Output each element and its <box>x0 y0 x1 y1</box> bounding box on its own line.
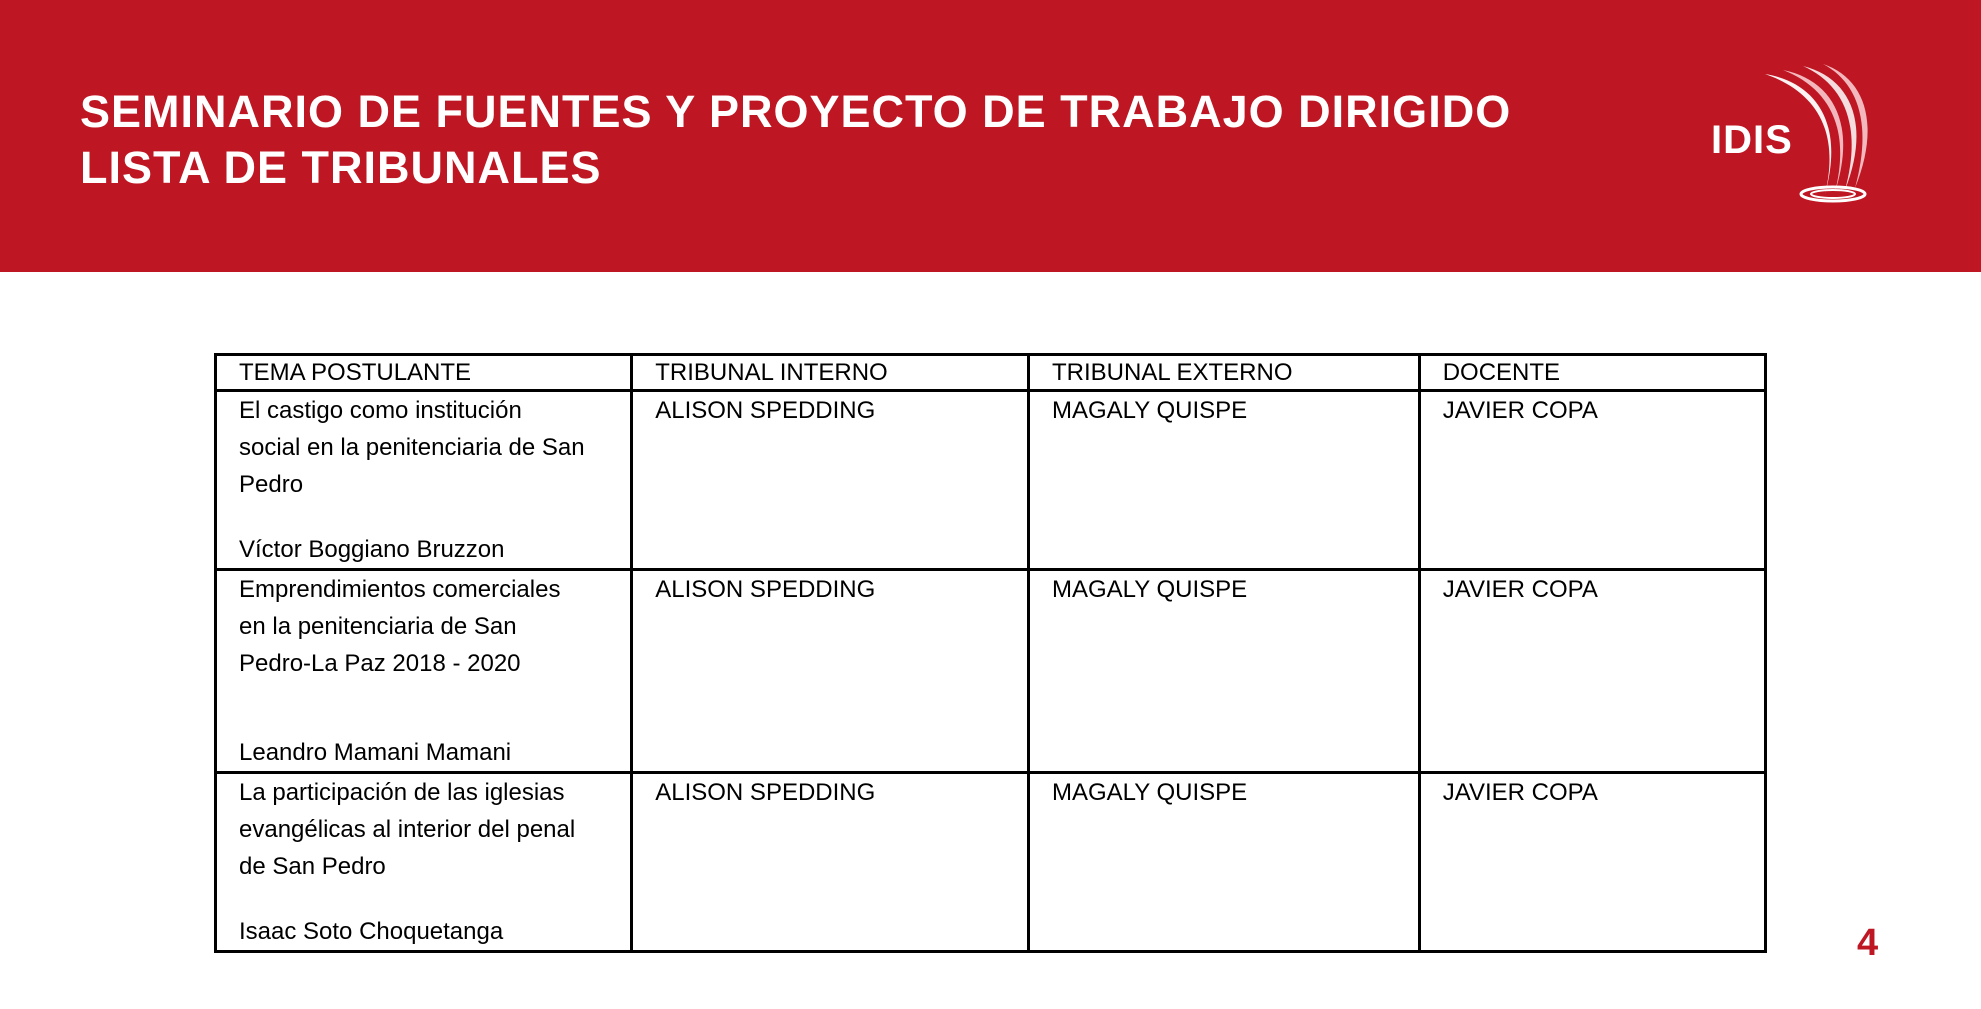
title-line-1: SEMINARIO DE FUENTES Y PROYECTO DE TRABAJO DIRIGIDO <box>80 86 1512 137</box>
tema-line: evangélicas al interior del penal <box>239 816 576 843</box>
tema-line: Emprendimientos comerciales <box>239 576 561 603</box>
idis-logo <box>1705 62 1875 212</box>
header-banner <box>0 0 1981 272</box>
tema-cell <box>216 570 632 773</box>
postulante-name: Isaac Soto Choquetanga <box>239 918 504 945</box>
tema-line: Pedro-La Paz 2018 - 2020 <box>239 650 521 677</box>
tema-line: de San Pedro <box>239 853 386 880</box>
docente-cell: JAVIER COPA <box>1419 391 1765 570</box>
tribunal-externo-cell: MAGALY QUISPE <box>1029 773 1420 952</box>
tema-line: social en la penitenciaria de San <box>239 434 585 461</box>
docente-cell: JAVIER COPA <box>1419 773 1765 952</box>
header-tribunal-interno: TRIBUNAL INTERNO <box>632 355 1029 391</box>
postulante-name: Leandro Mamani Mamani <box>239 739 512 766</box>
header-docente: DOCENTE <box>1419 355 1765 391</box>
tribunal-interno-cell: ALISON SPEDDING <box>632 773 1029 952</box>
logo-text: IDIS <box>1711 118 1793 162</box>
table-header-row <box>216 355 1766 391</box>
header-tema-postulante: TEMA POSTULANTE <box>216 355 632 391</box>
table-row <box>216 391 1766 570</box>
header-tribunal-externo: TRIBUNAL EXTERNO <box>1029 355 1420 391</box>
tema-line: El castigo como institución <box>239 397 522 424</box>
tema-line: La participación de las iglesias <box>239 779 565 806</box>
tema-line: en la penitenciaria de San <box>239 613 517 640</box>
page-title <box>80 84 1511 196</box>
table-row <box>216 570 1766 773</box>
postulante-name: Víctor Boggiano Bruzzon <box>239 536 505 563</box>
table-row <box>216 773 1766 952</box>
tema-cell <box>216 773 632 952</box>
docente-cell: JAVIER COPA <box>1419 570 1765 773</box>
tribunal-externo-cell: MAGALY QUISPE <box>1029 570 1420 773</box>
title-line-2: LISTA DE TRIBUNALES <box>80 142 602 193</box>
tribunal-interno-cell: ALISON SPEDDING <box>632 391 1029 570</box>
tribunales-table <box>214 353 1767 953</box>
page-number: 4 <box>1857 922 1879 964</box>
tema-cell <box>216 391 632 570</box>
tribunal-interno-cell: ALISON SPEDDING <box>632 570 1029 773</box>
tema-line: Pedro <box>239 471 304 498</box>
tribunal-externo-cell: MAGALY QUISPE <box>1029 391 1420 570</box>
